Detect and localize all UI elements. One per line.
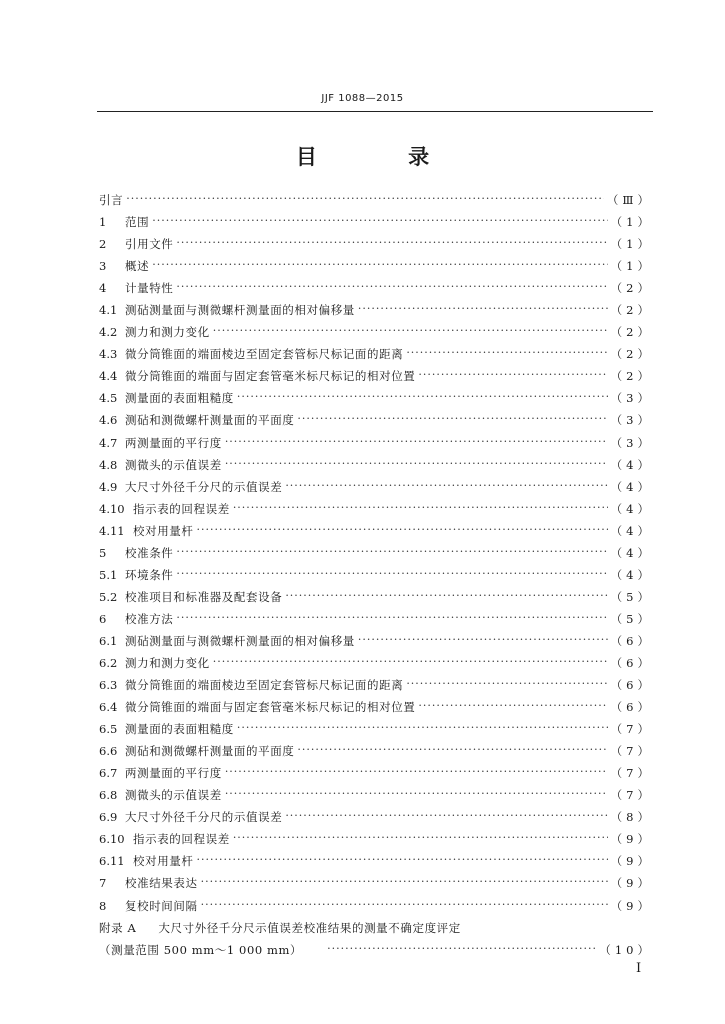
toc-entry-number: 4.3 <box>99 347 118 362</box>
toc-entry-number: 6.11 <box>99 854 125 869</box>
toc-entry-page: （6） <box>610 678 653 693</box>
toc-entry-title: 测砧和测微螺杆测量面的平面度 <box>125 744 295 759</box>
toc-entry[interactable] <box>99 498 653 520</box>
header-rule <box>97 111 653 112</box>
toc-entry-title: 引言 <box>99 193 124 208</box>
dot-leader <box>225 789 608 801</box>
dot-leader <box>126 194 604 206</box>
toc-entry[interactable] <box>99 343 653 365</box>
toc-entry-number: 4.11 <box>99 523 125 538</box>
toc-entry-number: 6.10 <box>99 832 125 847</box>
toc-entry-number: 2 <box>99 237 107 252</box>
dot-leader <box>297 414 607 426</box>
toc-entry[interactable] <box>99 432 653 454</box>
toc-entry[interactable] <box>99 630 653 652</box>
dot-leader <box>225 459 608 471</box>
toc-entry-number: 4.2 <box>99 325 118 340</box>
toc-entry-number: 8 <box>99 898 107 913</box>
toc-entry[interactable] <box>99 476 653 498</box>
toc-entry[interactable] <box>99 586 653 608</box>
toc-entry-number: 4.5 <box>99 391 118 406</box>
toc-entry-number: 1 <box>99 215 107 230</box>
dot-leader <box>197 525 608 537</box>
toc-entry-page: （9） <box>610 854 653 869</box>
toc-entry-page: （2） <box>610 347 653 362</box>
toc-entry-page: （9） <box>610 876 653 891</box>
toc-entry-title: 校准结果表达 <box>125 876 198 891</box>
toc-entry-page: （8） <box>610 810 653 825</box>
toc-entry-title: 测微头的示值误差 <box>125 457 222 472</box>
toc-entry[interactable] <box>99 784 653 806</box>
dot-leader <box>285 591 607 603</box>
toc-entry-page: （9） <box>610 832 653 847</box>
toc-entry[interactable] <box>99 718 653 740</box>
toc-entry-title: 引用文件 <box>125 237 174 252</box>
toc-entry-page: （4） <box>610 567 653 582</box>
toc-entry-number: 6.4 <box>99 700 118 715</box>
toc-entry-title: 微分筒锥面的端面与固定套管毫米标尺标记的相对位置 <box>125 700 416 715</box>
toc-entry-page: （1） <box>610 237 653 252</box>
toc-entry[interactable] <box>99 277 653 299</box>
dot-leader <box>358 304 608 316</box>
toc-entry[interactable] <box>99 454 653 476</box>
toc-entry[interactable] <box>99 409 653 431</box>
toc-entry[interactable] <box>99 387 653 409</box>
toc-entry[interactable] <box>99 696 653 718</box>
dot-leader <box>418 370 607 382</box>
toc-entry-number: 6.7 <box>99 766 118 781</box>
dot-leader <box>327 944 596 956</box>
toc-entry-title: 校准方法 <box>125 611 174 626</box>
toc-entry-number: 6.2 <box>99 656 118 670</box>
toc-entry-page: （4） <box>610 501 653 516</box>
appendix-entry[interactable] <box>99 917 653 939</box>
dot-leader <box>233 833 608 845</box>
toc-entry-title: 测量面的表面粗糙度 <box>125 391 234 406</box>
toc-entry-number: 4.4 <box>99 369 118 384</box>
toc-entry-number: 4.6 <box>99 413 118 428</box>
toc-entry-title: 测力和测力变化 <box>125 656 210 670</box>
dot-leader <box>406 348 607 360</box>
toc-entry[interactable] <box>99 850 653 872</box>
toc-entry-number: 6 <box>99 611 107 626</box>
toc-entry[interactable] <box>99 762 653 784</box>
toc-entry-page: （2） <box>610 325 653 340</box>
toc-entry-title: 测砧测量面与测微螺杆测量面的相对偏移量 <box>125 633 355 648</box>
toc-entry-page: （3） <box>610 391 653 406</box>
toc-entry-title: 大尺寸外径千分尺的示值误差 <box>125 479 283 494</box>
toc-entry-page: （4） <box>610 479 653 494</box>
toc-entry-number: 6.9 <box>99 810 118 825</box>
toc-entry-title: 测砧测量面与测微螺杆测量面的相对偏移量 <box>125 303 355 318</box>
toc-entry-page: （1） <box>610 215 653 230</box>
toc-entry-number: 6.5 <box>99 722 118 737</box>
dot-leader <box>176 238 607 250</box>
toc-entry-page: （5） <box>610 611 653 626</box>
toc-entry-title: 微分筒锥面的端面棱边至固定套管标尺标记面的距离 <box>125 347 404 362</box>
toc-entry-page: （6） <box>610 700 653 715</box>
dot-leader <box>225 767 608 779</box>
dot-leader <box>406 679 607 691</box>
toc-entry[interactable] <box>99 674 653 696</box>
dot-leader <box>197 855 608 867</box>
toc-entry[interactable] <box>99 740 653 762</box>
toc-entry[interactable] <box>99 211 653 233</box>
toc-entry-number: 5.2 <box>99 589 118 604</box>
toc-entry-page: （3） <box>610 413 653 428</box>
dot-leader <box>152 260 607 272</box>
toc-entry-page: （9） <box>610 898 653 913</box>
toc-entry-page: （7） <box>610 788 653 803</box>
toc-entry-page: （6） <box>610 656 653 670</box>
dot-leader <box>201 877 608 889</box>
toc-entry[interactable] <box>99 189 653 211</box>
toc-entry-title: 环境条件 <box>125 567 174 582</box>
toc-entry[interactable] <box>99 365 653 387</box>
toc-entry-page: （6） <box>610 633 653 648</box>
toc-entry-title: 大尺寸外径千分尺的示值误差 <box>125 810 283 825</box>
appendix-entry-continued[interactable] <box>99 939 653 961</box>
toc-entry[interactable] <box>99 806 653 828</box>
toc-entry-title: 复校时间间隔 <box>125 898 198 913</box>
table-of-contents <box>99 189 653 961</box>
toc-entry-title: 校准条件 <box>125 545 174 560</box>
dot-leader <box>237 723 608 735</box>
toc-entry[interactable] <box>99 542 653 564</box>
appendix-subtitle: （测量范围 500 mm～1 000 mm） <box>99 942 303 957</box>
page-title: 目 录 <box>295 145 472 169</box>
dot-leader <box>176 613 607 625</box>
toc-entry-title: 校准项目和标准器及配套设备 <box>125 589 283 604</box>
toc-entry-page: （7） <box>610 744 653 759</box>
toc-entry-page: （5） <box>610 589 653 604</box>
toc-entry-page: （2） <box>610 281 653 296</box>
toc-entry-title: 测量面的表面粗糙度 <box>125 722 234 737</box>
toc-entry[interactable] <box>99 321 653 343</box>
toc-entry-title: 计量特性 <box>125 281 174 296</box>
dot-leader <box>237 392 608 404</box>
dot-leader <box>225 437 608 449</box>
dot-leader <box>176 569 607 581</box>
toc-entry[interactable] <box>99 233 653 255</box>
toc-entry-page: （Ⅲ） <box>606 193 653 208</box>
toc-entry[interactable] <box>99 564 653 586</box>
toc-entry-number: 4.7 <box>99 435 118 450</box>
dot-leader <box>176 282 607 294</box>
dot-leader <box>285 481 607 493</box>
toc-entry[interactable] <box>99 520 653 542</box>
toc-entry-page: （7） <box>610 722 653 737</box>
dot-leader <box>213 326 608 338</box>
toc-entry[interactable] <box>99 608 653 630</box>
document-code: JJF 1088—2015 <box>321 93 404 104</box>
toc-entry[interactable] <box>99 895 653 917</box>
toc-entry-page: （4） <box>610 523 653 538</box>
toc-entry[interactable] <box>99 652 653 674</box>
toc-entry[interactable] <box>99 828 653 850</box>
dot-leader <box>418 701 607 713</box>
toc-entry[interactable] <box>99 872 653 894</box>
toc-entry[interactable] <box>99 299 653 321</box>
toc-entry-number: 3 <box>99 259 107 274</box>
toc-entry-title: 微分筒锥面的端面棱边至固定套管标尺标记面的距离 <box>125 678 404 693</box>
page-number: Ⅰ <box>636 961 642 976</box>
appendix-title: 大尺寸外径千分尺示值误差校准结果的测量不确定度评定 <box>158 920 461 935</box>
toc-entry[interactable] <box>99 255 653 277</box>
toc-entry-title: 指示表的回程误差 <box>133 501 230 516</box>
toc-entry-number: 6.6 <box>99 744 118 759</box>
toc-entry-page: （4） <box>610 545 653 560</box>
toc-entry-title: 测力和测力变化 <box>125 325 210 340</box>
toc-entry-page: （3） <box>610 435 653 450</box>
dot-leader <box>201 900 608 912</box>
dot-leader <box>285 811 607 823</box>
toc-entry-title: 指示表的回程误差 <box>133 832 230 847</box>
toc-entry-page: （2） <box>610 369 653 384</box>
toc-entry-number: 5.1 <box>99 567 118 582</box>
dot-leader <box>233 503 608 515</box>
toc-entry-number: 6.1 <box>99 633 118 648</box>
appendix-page: （10） <box>599 942 653 957</box>
toc-entry-title: 校对用量杆 <box>133 854 194 869</box>
dot-leader <box>176 547 607 559</box>
toc-entry-title: 两测量面的平行度 <box>125 435 222 450</box>
toc-entry-title: 两测量面的平行度 <box>125 766 222 781</box>
toc-entry-number: 6.8 <box>99 788 118 803</box>
toc-entry-number: 4.8 <box>99 457 118 472</box>
dot-leader <box>297 745 607 757</box>
toc-entry-number: 7 <box>99 876 107 891</box>
toc-entry-title: 校对用量杆 <box>133 523 194 538</box>
toc-entry-number: 4.9 <box>99 479 118 494</box>
appendix-label: 附录 A <box>99 920 137 935</box>
toc-entry-title: 概述 <box>125 259 150 274</box>
toc-entry-title: 范围 <box>125 215 150 230</box>
dot-leader <box>358 635 608 647</box>
toc-entry-title: 微分筒锥面的端面与固定套管毫米标尺标记的相对位置 <box>125 369 416 384</box>
toc-entry-page: （4） <box>610 457 653 472</box>
toc-entry-number: 6.3 <box>99 678 118 693</box>
toc-entry-number: 4 <box>99 281 107 296</box>
dot-leader <box>152 216 607 228</box>
toc-entry-title: 测砧和测微螺杆测量面的平面度 <box>125 413 295 428</box>
toc-entry-number: 5 <box>99 545 107 560</box>
toc-entry-page: （2） <box>610 303 653 318</box>
toc-entry-number: 4.10 <box>99 501 125 516</box>
toc-entry-number: 4.1 <box>99 303 118 318</box>
toc-entry-page: （1） <box>610 259 653 274</box>
toc-entry-page: （7） <box>610 766 653 781</box>
dot-leader <box>213 657 608 669</box>
toc-entry-title: 测微头的示值误差 <box>125 788 222 803</box>
